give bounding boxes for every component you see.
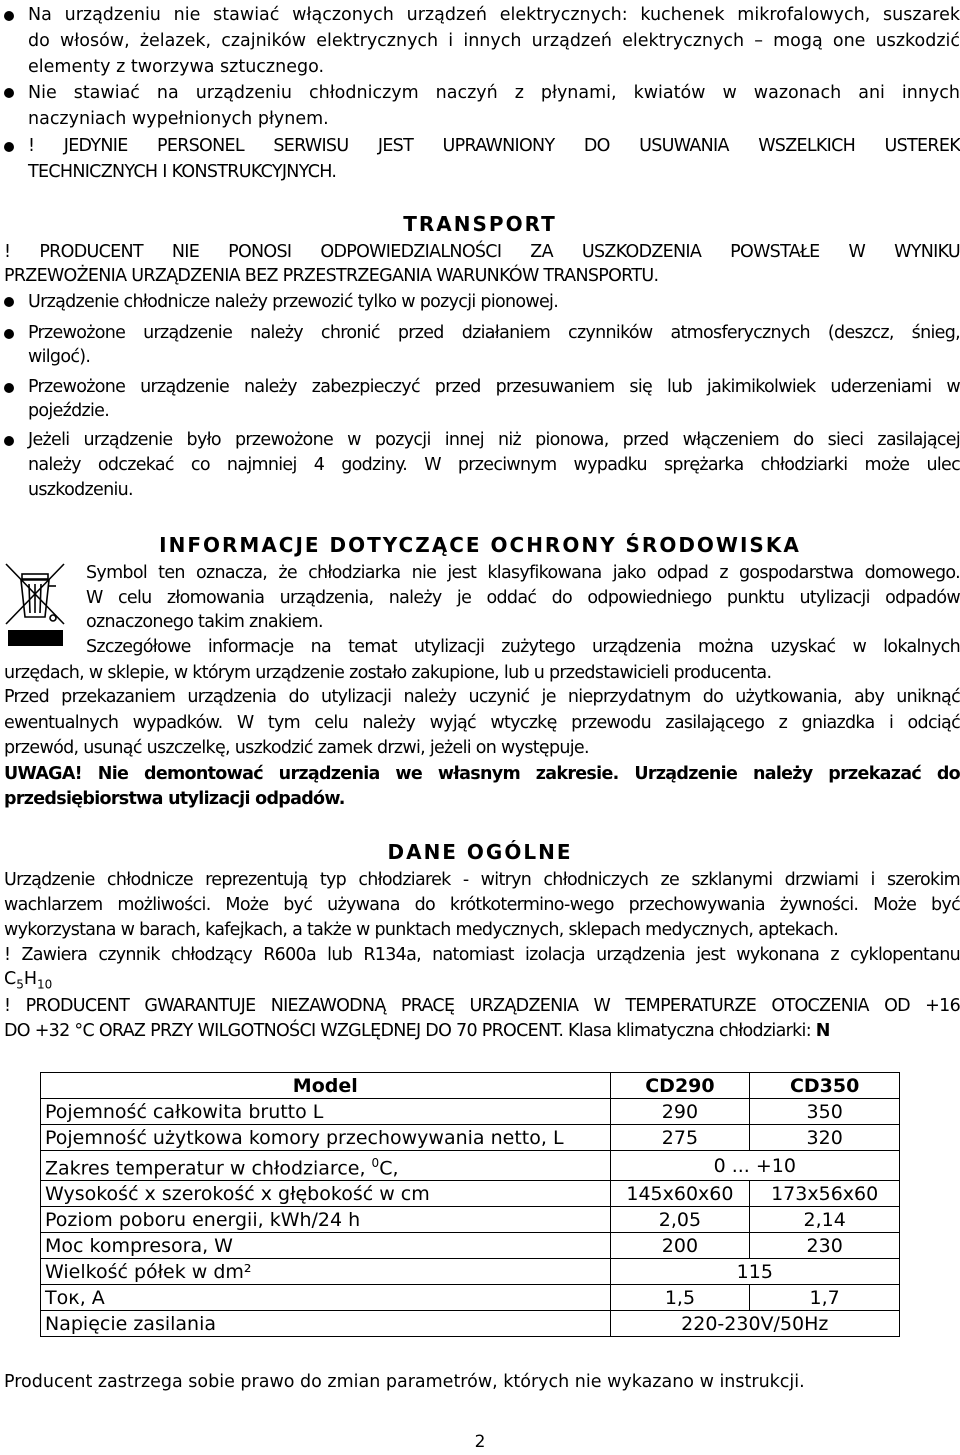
general-line2: wachlarzem możliwości. Może być używana do krótkotermino-wego przechowywania żywności. Może być — [4, 895, 960, 915]
environment-line3: oznaczonego takim znakiem. — [86, 612, 323, 632]
crossed-out-bin-icon — [4, 562, 66, 650]
general-line4: ! Zawiera czynnik chłodzący R600a lub R134a, natomiast izolacja urządzenia jest wykonana z cyklopentanu — [4, 945, 960, 965]
table-row — [41, 1311, 900, 1337]
bullet-icon — [4, 329, 14, 339]
row-label: Pojemność całkowita brutto L — [41, 1099, 611, 1125]
general-line5: ! PRODUCENT GWARANTUJE NIEZAWODNĄ PRACĘ URZĄDZENIA W TEMPERATURZE OTOCZENIA OD +16 — [4, 996, 960, 1016]
intro-p2-line2: naczyniach wypełnionych płynem. — [28, 109, 329, 129]
row-label: Pojemność użytkowa komory przechowywania netto, L — [41, 1125, 611, 1151]
table-row — [41, 1207, 900, 1233]
row-label — [41, 1151, 611, 1181]
bullet-icon — [4, 88, 14, 98]
table-row — [41, 1285, 900, 1311]
spec-table — [40, 1072, 900, 1337]
row-value-merged: 115 — [610, 1259, 899, 1285]
row-value-cd290: 2,05 — [610, 1207, 750, 1233]
bullet-icon — [4, 383, 14, 393]
page-number: 2 — [474, 1432, 486, 1452]
transport-bullet-2-line1: Przewożone urządzenie należy chronić przed działaniem czynników atmosferycznych (deszcz, śnieg, — [28, 323, 960, 343]
environment-line6: Przed przekazaniem urządzenia do utylizacji należy uczynić je nieprzydatnym do użytkowania, aby uniknąć — [4, 687, 960, 707]
general-line6-text: DO +32 °C ORAZ PRZY WILGOTNOŚCI WZGLĘDNEJ DO 70 PROCENT. Klasa klimatyczna chłodziarki: — [4, 1021, 816, 1041]
row-label: Wysokość x szerokość x głębokość w cm — [41, 1181, 611, 1207]
transport-bullet-4-line1: Jeżeli urządzenie było przewożone w pozycji innej niż pionowa, przed włączeniem do sieci zasilającej — [28, 430, 960, 450]
environment-line1: Symbol ten oznacza, że chłodziarka nie jest klasyfikowana jako odpad z gospodarstwa domowego. — [86, 563, 960, 583]
row-value-cd290: 290 — [610, 1099, 750, 1125]
transport-bullet-4-line2: należy odczekać co najmniej 4 godziny. W przeciwnym wypadku sprężarka chłodziarki może ulec — [28, 455, 960, 475]
formula-h: H — [23, 969, 38, 989]
intro-p1-line1: Na urządzeniu nie stawiać włączonych urządzeń elektrycznych: kuchenek mikrofalowych, suszarek — [28, 5, 960, 25]
table-row — [41, 1125, 900, 1151]
environment-warning-line1: UWAGA! Nie demontować urządzenia we własnym zakresie. Urządzenie należy przekazać do — [4, 764, 960, 784]
row-label-unit: C, — [379, 1157, 399, 1180]
row-value-cd350: 173x56x60 — [750, 1181, 900, 1207]
climate-class: N — [815, 1021, 830, 1041]
intro-p2-line1: Nie stawiać na urządzeniu chłodniczym naczyń z płynami, kwiatów w wazonach ani innych — [28, 83, 960, 103]
row-value-cd290: 145x60x60 — [610, 1181, 750, 1207]
row-label: Wielkość półek w dm² — [41, 1259, 611, 1285]
environment-line7: ewentualnych wypadków. W tym celu należy wyjąć wtyczkę przewodu zasilającego z gniazdka i odciąć — [4, 713, 960, 733]
general-line1: Urządzenie chłodnicze reprezentują typ chłodziarek - witryn chłodniczych ze szklanymi drzwiami i szerokim — [4, 870, 960, 890]
table-row — [41, 1099, 900, 1125]
row-label: Ток, А — [41, 1285, 611, 1311]
environment-line2: W celu złomowania urządzenia, należy je oddać do odpowiedniego punktu utylizacji odpadów — [86, 588, 960, 608]
environment-line5: urzędach, w sklepie, w którym urządzenie zostało zakupione, lub u przedstawicieli producenta. — [4, 663, 772, 683]
row-value-cd350: 320 — [750, 1125, 900, 1151]
transport-bullet-3-line1: Przewożone urządzenie należy zabezpieczyć przed przesuwaniem się lub jakimikolwiek uderzeniami w — [28, 377, 960, 397]
row-value-merged: 220-230V/50Hz — [610, 1311, 899, 1337]
row-value-merged: 0 ... +10 — [610, 1151, 899, 1181]
environment-line8: przewód, usunąć uszczelkę, uszkodzić zamek drzwi, jeżeli on występuje. — [4, 738, 589, 758]
transport-warning-line1: ! PRODUCENT NIE PONOSI ODPOWIEDZIALNOŚCI ZA USZKODZENIA POWSTAŁE W WYNIKU — [4, 242, 960, 262]
general-line6 — [4, 1019, 830, 1043]
bullet-icon — [4, 142, 14, 152]
row-value-cd350: 350 — [750, 1099, 900, 1125]
row-label: Moc kompresora, W — [41, 1233, 611, 1259]
transport-bullet-2-line2: wilgoć). — [28, 347, 91, 367]
table-row — [41, 1259, 900, 1285]
general-line3: wykorzystana w barach, kafejkach, a także w punktach medycznych, sklepach medycznych, aptekach. — [4, 920, 839, 940]
header-model: Model — [41, 1073, 611, 1099]
footer-note: Producent zastrzega sobie prawo do zmian parametrów, których nie wykazano w instrukcji. — [4, 1372, 805, 1392]
formula-h-sub: 10 — [37, 977, 53, 992]
row-value-cd350: 230 — [750, 1233, 900, 1259]
table-header-row — [41, 1073, 900, 1099]
formula-c: C — [4, 969, 17, 989]
intro-p3-line1: ! JEDYNIE PERSONEL SERWISU JEST UPRAWNIONY DO USUWANIA WSZELKICH USTEREK — [28, 136, 960, 156]
bullet-icon — [4, 297, 14, 307]
environment-warning-line2: przedsiębiorstwa utylizacji odpadów. — [4, 789, 345, 809]
transport-bullet-3-line2: pojeździe. — [28, 401, 110, 421]
intro-p1-line2: do włosów, żelazek, czajników elektrycznych i innych urządzeń elektrycznych – mogą one uszkodzić — [28, 31, 960, 51]
bullet-icon — [4, 436, 14, 446]
row-value-cd290: 1,5 — [610, 1285, 750, 1311]
row-value-cd350: 1,7 — [750, 1285, 900, 1311]
intro-p3-line2: TECHNICZNYCH I KONSTRUKCYJNYCH. — [28, 162, 337, 182]
row-value-cd290: 275 — [610, 1125, 750, 1151]
transport-bullet-4-line3: uszkodzeniu. — [28, 480, 133, 500]
header-cd350: CD350 — [750, 1073, 900, 1099]
general-heading: DANE OGÓLNE — [387, 840, 573, 864]
row-value-cd290: 200 — [610, 1233, 750, 1259]
table-row — [41, 1181, 900, 1207]
environment-line4: Szczegółowe informacje na temat utylizacji zużytego urządzenia można uzyskać w lokalnych — [86, 637, 960, 657]
formula-c-sub: 5 — [16, 977, 24, 992]
table-row — [41, 1151, 900, 1181]
row-label-text: Zakres temperatur w chłodziarce, — [45, 1157, 372, 1180]
degree-sup: 0 — [371, 1156, 380, 1170]
intro-p1-line3: elementy z tworzywa sztucznego. — [28, 57, 325, 77]
row-value-cd350: 2,14 — [750, 1207, 900, 1233]
chemical-formula — [4, 967, 52, 991]
environment-heading: INFORMACJE DOTYCZĄCE OCHRONY ŚRODOWISKA — [159, 533, 801, 557]
table-row — [41, 1233, 900, 1259]
transport-warning-line2: PRZEWOŻENIA URZĄDZENIA BEZ PRZESTRZEGANIA WARUNKÓW TRANSPORTU. — [4, 266, 659, 286]
header-cd290: CD290 — [610, 1073, 750, 1099]
row-label: Poziom poboru energii, kWh/24 h — [41, 1207, 611, 1233]
bullet-icon — [4, 11, 14, 21]
transport-bullet-1: Urządzenie chłodnicze należy przewozić tylko w pozycji pionowej. — [28, 292, 559, 312]
transport-heading: TRANSPORT — [403, 212, 557, 236]
row-label: Napięcie zasilania — [41, 1311, 611, 1337]
